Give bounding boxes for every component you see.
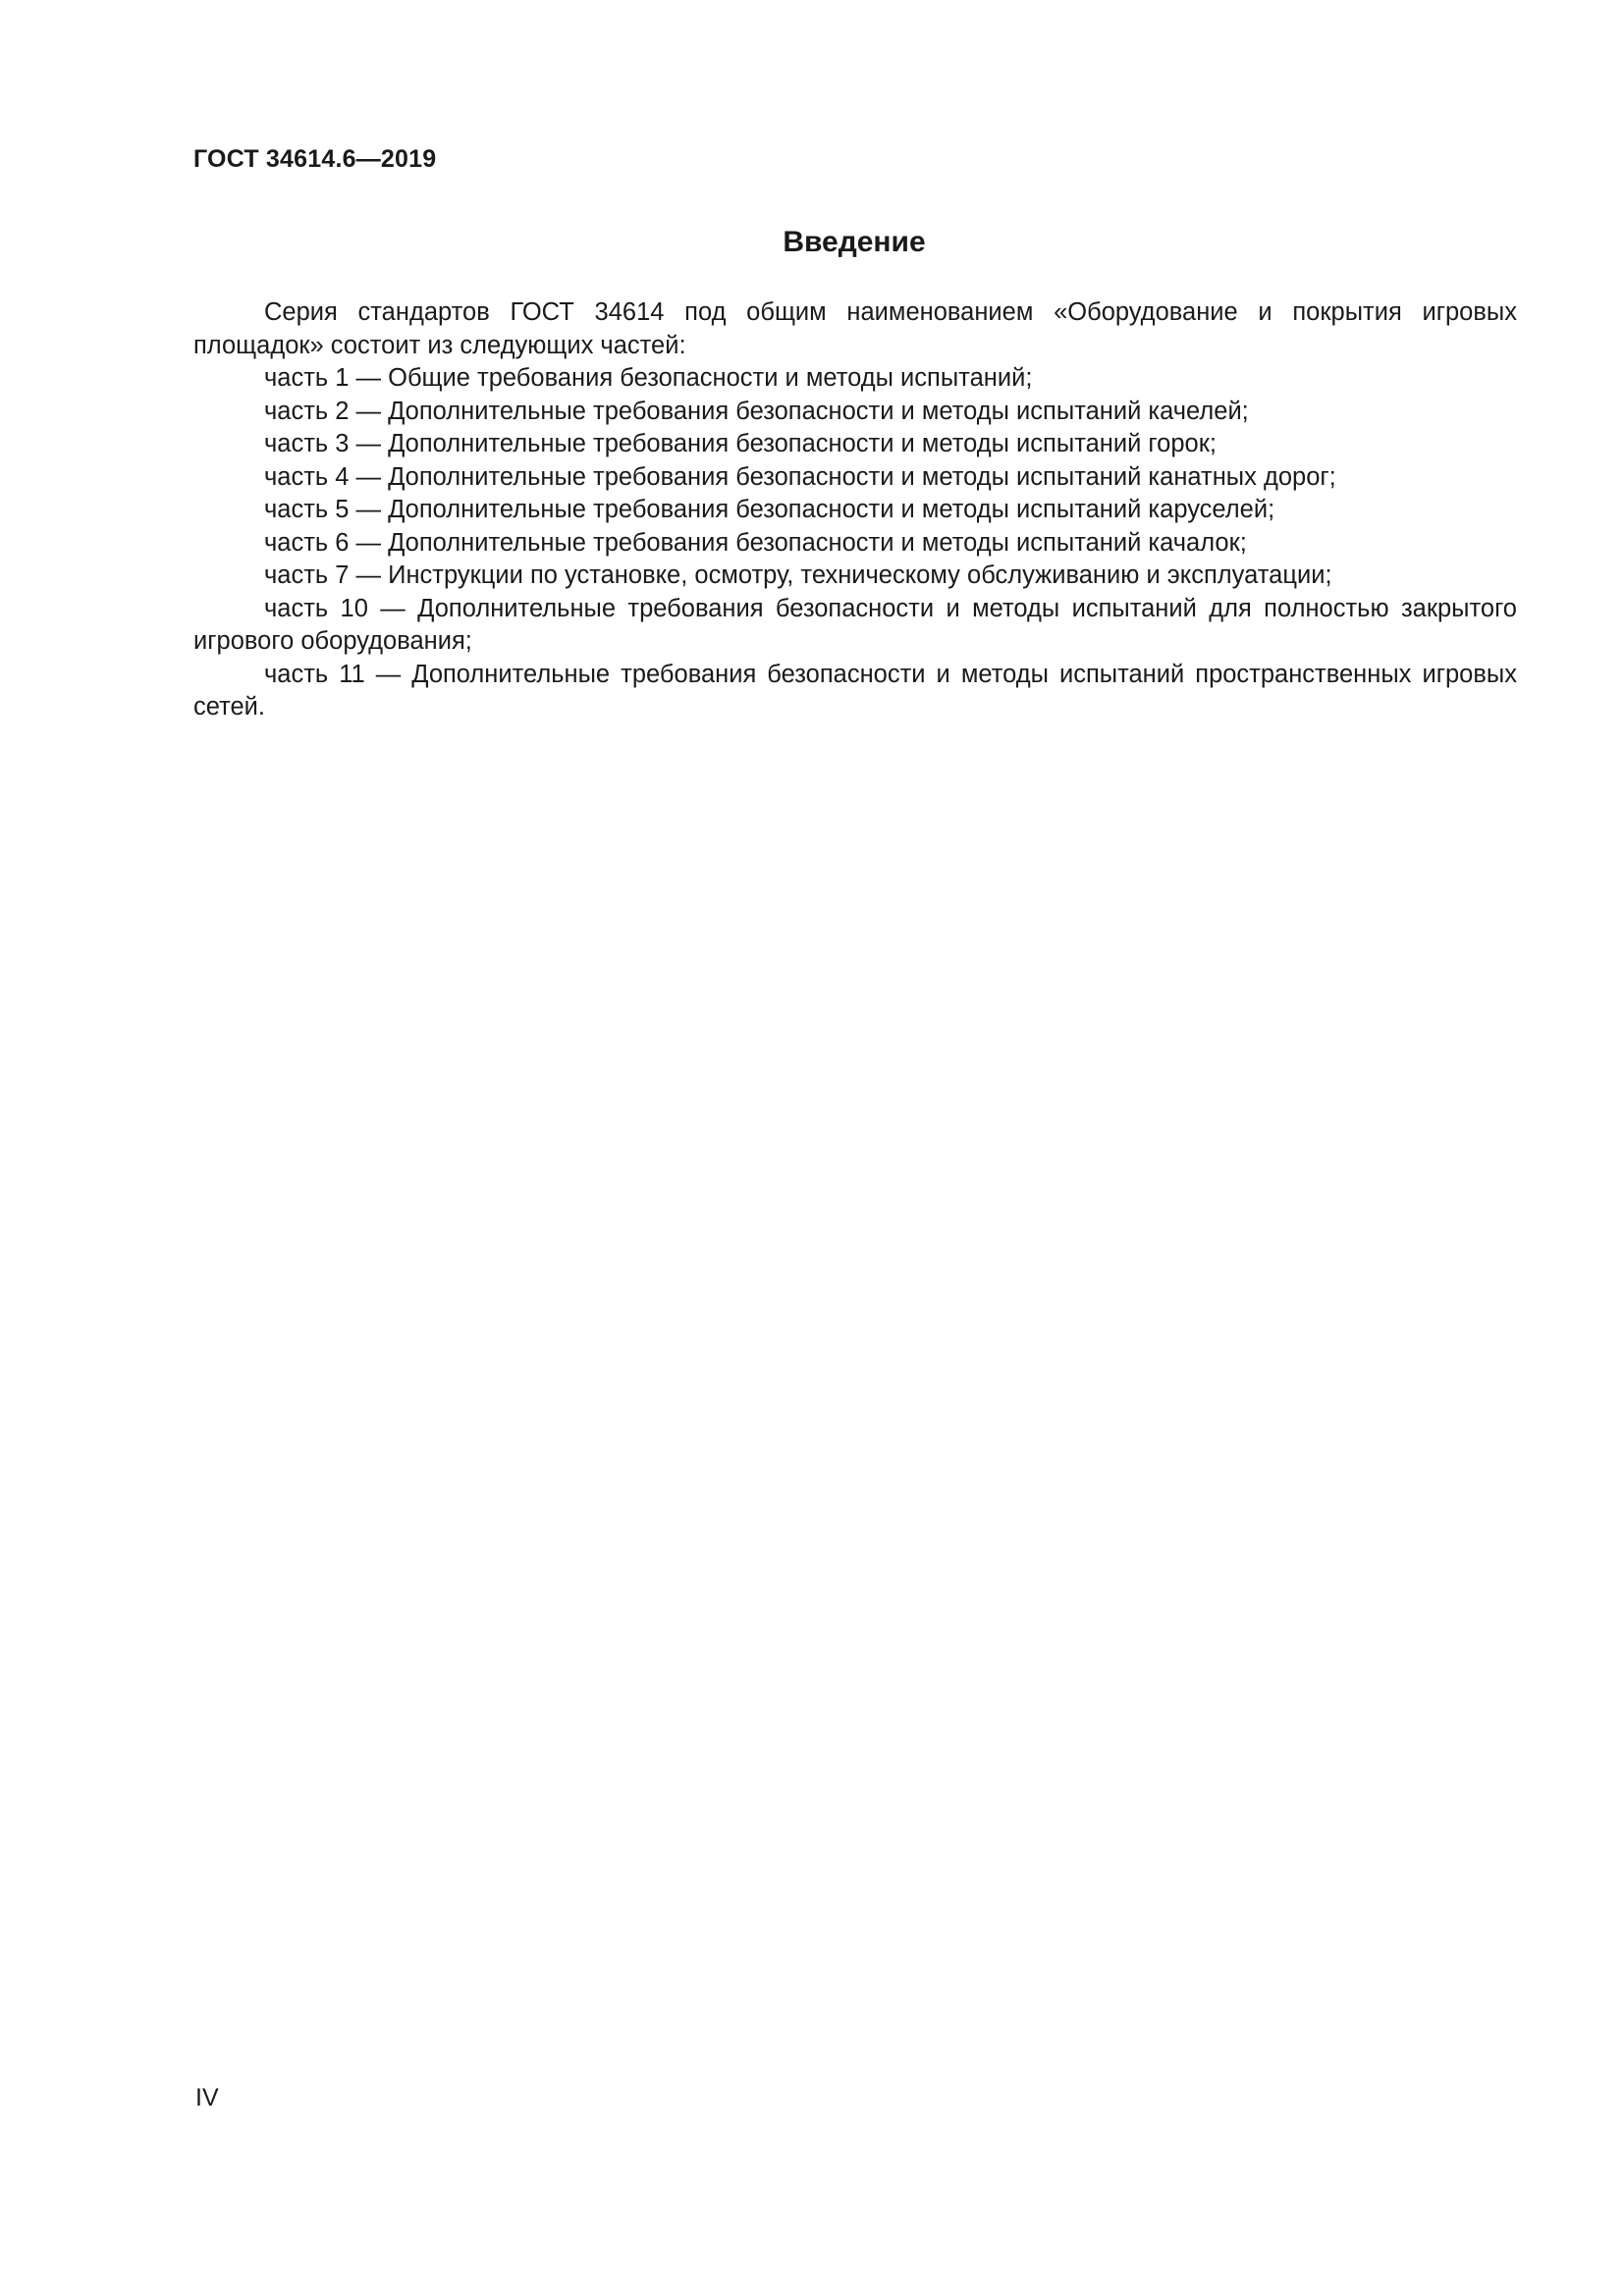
list-item-part-4: часть 4 — Дополнительные требования безопасности и методы испытаний канатных дорог; [264,462,1336,491]
list-item-part-6: часть 6 — Дополнительные требования безопасности и методы испытаний качалок; [264,528,1247,557]
section-title: Введение [783,226,926,258]
list-item-part-7: часть 7 — Инструкции по установке, осмотру, техническому обслуживанию и эксплуатации; [264,561,1332,589]
list-item-part-3: часть 3 — Дополнительные требования безопасности и методы испытаний горок; [264,430,1217,457]
list-item-part-11: часть 11 — Дополнительные требования безопасности и методы испытаний пространственных игровых сетей. [193,660,1517,721]
list-item-part-1: часть 1 — Общие требования безопасности и методы испытаний; [264,364,1033,392]
page-number: IV [195,2084,219,2111]
intro-paragraph: Серия стандартов ГОСТ 34614 под общим наименованием «Оборудование и покрытия игровых площадок» состоит из следующих частей: [193,298,1517,359]
list-item-part-5: часть 5 — Дополнительные требования безопасности и методы испытаний каруселей; [264,496,1275,523]
list-item-part-2: часть 2 — Дополнительные требования безопасности и методы испытаний качелей; [264,397,1249,425]
document-body [193,296,1517,724]
document-code-header: ГОСТ 34614.6—2019 [193,145,437,173]
list-item-part-10: часть 10 — Дополнительные требования безопасности и методы испытаний для полностью закрытого игрового оборудования; [193,594,1517,655]
